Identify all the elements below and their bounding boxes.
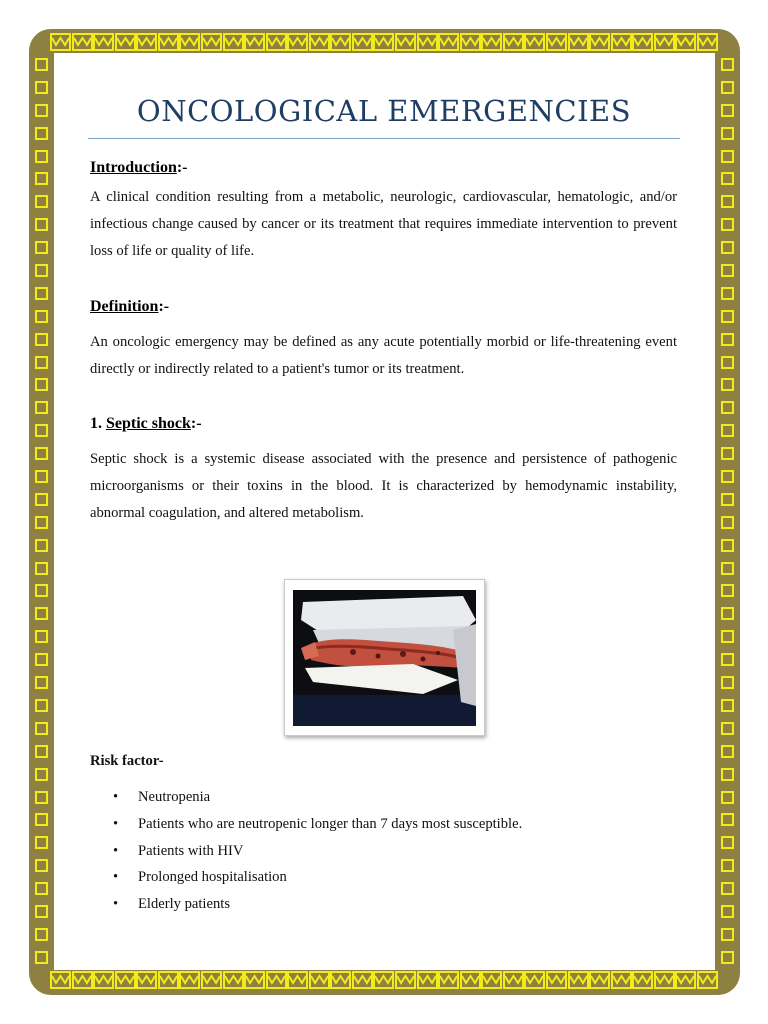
risk-factor-item xyxy=(113,865,522,892)
square-ornament-icon xyxy=(721,356,734,369)
square-ornament-icon xyxy=(35,264,48,277)
square-ornament-icon xyxy=(35,630,48,643)
square-ornament-icon xyxy=(721,562,734,575)
zigzag-ornament-icon xyxy=(460,32,481,52)
zigzag-ornament-icon xyxy=(568,970,589,990)
square-ornament-icon xyxy=(721,630,734,643)
square-ornament-icon xyxy=(721,859,734,872)
zigzag-ornament-icon xyxy=(223,32,244,52)
square-ornament-icon xyxy=(35,378,48,391)
heading-label: Septic shock xyxy=(106,415,191,432)
square-ornament-icon xyxy=(721,928,734,941)
introduction-text: A clinical condition resulting from a metabolic, neurologic, cardiovascular, hematologic, and/or infectious change caused by cancer or its treatment that requires immediate intervention to prevent loss of life or quality of life. xyxy=(90,189,677,259)
zigzag-ornament-icon xyxy=(611,32,632,52)
square-ornament-icon xyxy=(35,401,48,414)
zigzag-ornament-icon xyxy=(50,970,71,990)
risk-factor-item xyxy=(113,785,522,812)
square-ornament-icon xyxy=(721,195,734,208)
bullet-icon: • xyxy=(113,842,119,859)
square-ornament-icon xyxy=(721,653,734,666)
square-ornament-icon xyxy=(35,584,48,597)
bullet-icon: • xyxy=(113,789,119,805)
zigzag-ornament-icon xyxy=(266,32,287,52)
square-ornament-icon xyxy=(35,104,48,117)
square-ornament-icon xyxy=(35,310,48,323)
square-ornament-icon xyxy=(35,218,48,231)
section-heading-definition xyxy=(90,298,169,316)
zigzag-ornament-icon xyxy=(244,970,265,990)
square-ornament-icon xyxy=(35,333,48,346)
border-right-pattern xyxy=(719,58,735,964)
square-ornament-icon xyxy=(721,287,734,300)
risk-factor-item xyxy=(113,812,522,839)
square-ornament-icon xyxy=(721,58,734,71)
square-ornament-icon xyxy=(721,516,734,529)
square-ornament-icon xyxy=(721,127,734,140)
square-ornament-icon xyxy=(721,493,734,506)
zigzag-ornament-icon xyxy=(287,32,308,52)
risk-factor-text: Neutropenia xyxy=(138,789,211,805)
risk-factor-list xyxy=(113,785,522,919)
square-ornament-icon xyxy=(721,836,734,849)
square-ornament-icon xyxy=(35,791,48,804)
zigzag-ornament-icon xyxy=(481,32,502,52)
zigzag-ornament-icon xyxy=(589,32,610,52)
zigzag-ornament-icon xyxy=(50,32,71,52)
zigzag-ornament-icon xyxy=(309,32,330,52)
border-left-pattern xyxy=(33,58,49,964)
septic-shock-text: Septic shock is a systemic disease associated with the presence and persistence of pathogenic microorganisms or their toxins in the blood. It is characterized by hemodynamic instability, abnormal coagulation, and altered metabolism. xyxy=(90,451,677,521)
zigzag-ornament-icon xyxy=(352,970,373,990)
square-ornament-icon xyxy=(35,745,48,758)
zigzag-ornament-icon xyxy=(611,970,632,990)
zigzag-ornament-icon xyxy=(115,970,136,990)
square-ornament-icon xyxy=(721,699,734,712)
zigzag-ornament-icon xyxy=(136,970,157,990)
zigzag-ornament-icon xyxy=(438,32,459,52)
definition-text: An oncologic emergency may be defined as any acute potentially morbid or life-threatening event directly or indirectly related to a patient's tumor or its treatment. xyxy=(90,334,677,377)
square-ornament-icon xyxy=(721,378,734,391)
risk-factor-text: Prolonged hospitalisation xyxy=(138,869,287,886)
page-title: ONCOLOGICAL EMERGENCIES xyxy=(136,94,632,128)
square-ornament-icon xyxy=(35,722,48,735)
zigzag-ornament-icon xyxy=(158,970,179,990)
zigzag-ornament-icon xyxy=(417,32,438,52)
square-ornament-icon xyxy=(721,172,734,185)
zigzag-ornament-icon xyxy=(675,970,696,990)
square-ornament-icon xyxy=(35,905,48,918)
square-ornament-icon xyxy=(35,562,48,575)
zigzag-ornament-icon xyxy=(632,970,653,990)
square-ornament-icon xyxy=(35,859,48,872)
photo-image xyxy=(293,590,476,726)
square-ornament-icon xyxy=(721,241,734,254)
risk-factor-item xyxy=(113,839,522,866)
zigzag-ornament-icon xyxy=(568,32,589,52)
heading-label: Introduction xyxy=(90,159,177,176)
heading-suffix: :- xyxy=(176,159,188,176)
square-ornament-icon xyxy=(721,150,734,163)
square-ornament-icon xyxy=(721,951,734,964)
zigzag-ornament-icon xyxy=(179,32,200,52)
square-ornament-icon xyxy=(721,447,734,460)
zigzag-ornament-icon xyxy=(93,32,114,52)
zigzag-ornament-icon xyxy=(654,970,675,990)
square-ornament-icon xyxy=(721,905,734,918)
square-ornament-icon xyxy=(35,241,48,254)
title-underline xyxy=(88,138,680,139)
zigzag-ornament-icon xyxy=(632,32,653,52)
square-ornament-icon xyxy=(35,58,48,71)
square-ornament-icon xyxy=(35,150,48,163)
zigzag-ornament-icon xyxy=(330,970,351,990)
zigzag-ornament-icon xyxy=(697,32,718,52)
square-ornament-icon xyxy=(721,310,734,323)
square-ornament-icon xyxy=(35,81,48,94)
zigzag-ornament-icon xyxy=(503,32,524,52)
square-ornament-icon xyxy=(35,539,48,552)
square-ornament-icon xyxy=(35,493,48,506)
square-ornament-icon xyxy=(35,127,48,140)
border-top-pattern xyxy=(50,31,718,53)
zigzag-ornament-icon xyxy=(115,32,136,52)
zigzag-ornament-icon xyxy=(330,32,351,52)
square-ornament-icon xyxy=(721,722,734,735)
zigzag-ornament-icon xyxy=(460,970,481,990)
square-ornament-icon xyxy=(35,516,48,529)
square-ornament-icon xyxy=(35,287,48,300)
square-ornament-icon xyxy=(721,676,734,689)
square-ornament-icon xyxy=(35,172,48,185)
square-ornament-icon xyxy=(35,813,48,826)
zigzag-ornament-icon xyxy=(675,32,696,52)
zigzag-ornament-icon xyxy=(503,970,524,990)
zigzag-ornament-icon xyxy=(395,32,416,52)
risk-factor-text: Patients with HIV xyxy=(138,842,244,859)
zigzag-ornament-icon xyxy=(72,970,93,990)
square-ornament-icon xyxy=(721,104,734,117)
zigzag-ornament-icon xyxy=(136,32,157,52)
zigzag-ornament-icon xyxy=(654,32,675,52)
square-ornament-icon xyxy=(721,813,734,826)
square-ornament-icon xyxy=(35,470,48,483)
bullet-icon: • xyxy=(113,896,119,913)
square-ornament-icon xyxy=(721,470,734,483)
zigzag-ornament-icon xyxy=(309,970,330,990)
risk-factor-item xyxy=(113,892,522,919)
border-bottom-pattern xyxy=(50,969,718,991)
square-ornament-icon xyxy=(35,768,48,781)
square-ornament-icon xyxy=(721,539,734,552)
zigzag-ornament-icon xyxy=(201,32,222,52)
square-ornament-icon xyxy=(35,424,48,437)
zigzag-ornament-icon xyxy=(287,970,308,990)
square-ornament-icon xyxy=(35,882,48,895)
zigzag-ornament-icon xyxy=(524,32,545,52)
square-ornament-icon xyxy=(35,356,48,369)
zigzag-ornament-icon xyxy=(524,970,545,990)
square-ornament-icon xyxy=(35,836,48,849)
square-ornament-icon xyxy=(721,745,734,758)
zigzag-ornament-icon xyxy=(546,32,567,52)
square-ornament-icon xyxy=(35,951,48,964)
risk-factor-text: Patients who are neutropenic longer than 7 days most susceptible. xyxy=(138,815,523,832)
heading-label: Definition xyxy=(90,298,159,315)
square-ornament-icon xyxy=(35,676,48,689)
zigzag-ornament-icon xyxy=(589,970,610,990)
square-ornament-icon xyxy=(35,699,48,712)
zigzag-ornament-icon xyxy=(72,32,93,52)
zigzag-ornament-icon xyxy=(244,32,265,52)
square-ornament-icon xyxy=(721,401,734,414)
square-ornament-icon xyxy=(721,768,734,781)
square-ornament-icon xyxy=(35,447,48,460)
square-ornament-icon xyxy=(721,333,734,346)
bullet-icon: • xyxy=(113,869,119,886)
zigzag-ornament-icon xyxy=(179,970,200,990)
zigzag-ornament-icon xyxy=(546,970,567,990)
section-heading-introduction xyxy=(90,159,188,177)
bullet-icon: • xyxy=(113,815,119,832)
zigzag-ornament-icon xyxy=(93,970,114,990)
heading-suffix: :- xyxy=(158,298,170,315)
zigzag-ornament-icon xyxy=(373,970,394,990)
square-ornament-icon xyxy=(35,653,48,666)
zigzag-ornament-icon xyxy=(201,970,222,990)
square-ornament-icon xyxy=(721,81,734,94)
septic-shock-photo xyxy=(284,579,485,736)
section-heading-septic-shock xyxy=(90,415,202,433)
square-ornament-icon xyxy=(721,882,734,895)
zigzag-ornament-icon xyxy=(417,970,438,990)
zigzag-ornament-icon xyxy=(266,970,287,990)
square-ornament-icon xyxy=(721,791,734,804)
square-ornament-icon xyxy=(721,264,734,277)
zigzag-ornament-icon xyxy=(438,970,459,990)
square-ornament-icon xyxy=(35,607,48,620)
zigzag-ornament-icon xyxy=(373,32,394,52)
square-ornament-icon xyxy=(35,928,48,941)
square-ornament-icon xyxy=(721,424,734,437)
square-ornament-icon xyxy=(721,584,734,597)
zigzag-ornament-icon xyxy=(352,32,373,52)
square-ornament-icon xyxy=(721,607,734,620)
zigzag-ornament-icon xyxy=(697,970,718,990)
heading-suffix: :- xyxy=(190,415,202,432)
risk-factor-heading: Risk factor- xyxy=(90,753,164,769)
zigzag-ornament-icon xyxy=(223,970,244,990)
square-ornament-icon xyxy=(35,195,48,208)
zigzag-ornament-icon xyxy=(158,32,179,52)
zigzag-ornament-icon xyxy=(481,970,502,990)
zigzag-ornament-icon xyxy=(395,970,416,990)
heading-prefix: 1. xyxy=(90,415,106,432)
square-ornament-icon xyxy=(721,218,734,231)
risk-factor-text: Elderly patients xyxy=(138,896,230,913)
